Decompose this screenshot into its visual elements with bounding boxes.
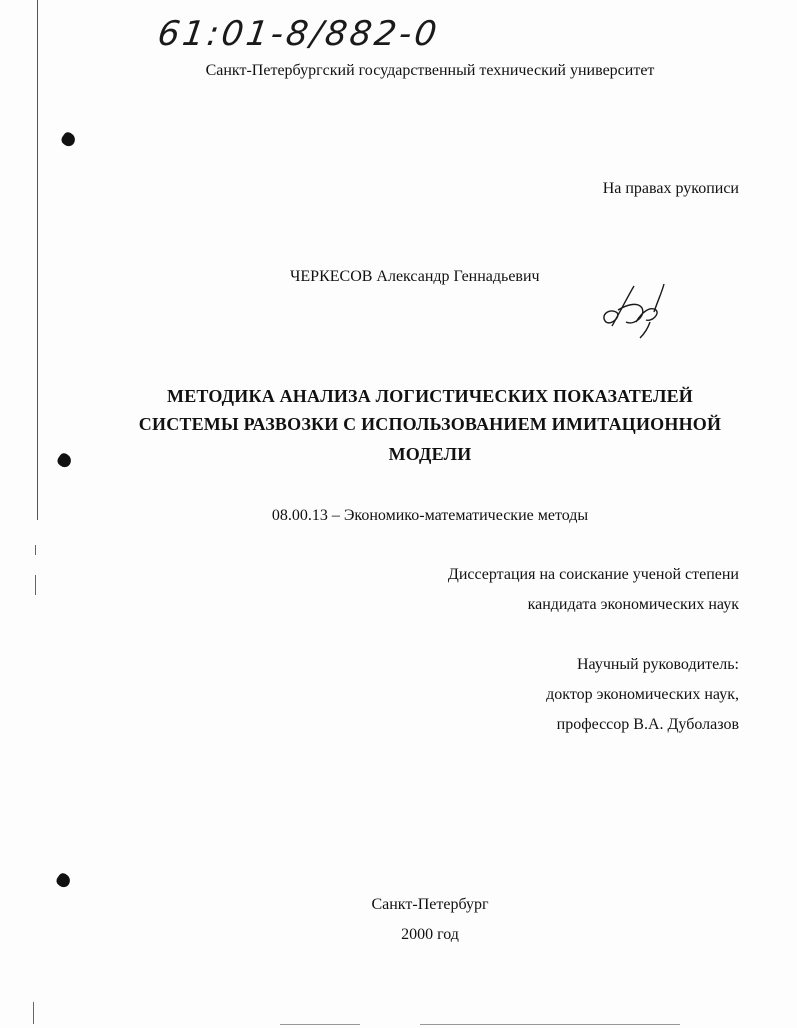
- supervisor-name: профессор В.А. Дуболазов: [556, 716, 739, 733]
- dissertation-title-line-1: МЕТОДИКА АНАЛИЗА ЛОГИСТИЧЕСКИХ ПОКАЗАТЕЛЕЙ: [167, 386, 693, 406]
- city: Санкт-Петербург: [371, 896, 489, 913]
- signature: [598, 282, 670, 340]
- supervisor-label: Научный руководитель:: [576, 656, 739, 673]
- scan-edge-line: [420, 1024, 680, 1025]
- dissertation-title-line-3: МОДЕЛИ: [388, 444, 472, 464]
- specialty-code: 08.00.13 – Экономико-математические методы: [271, 507, 589, 524]
- punch-hole-mark: [54, 871, 72, 889]
- manuscript-note: На правах рукописи: [602, 180, 739, 197]
- binding-mark: [35, 545, 36, 555]
- university-name: Санкт-Петербургский государственный технический университет: [205, 62, 655, 79]
- degree-line-1: Диссертация на соискание ученой степени: [447, 566, 739, 583]
- dissertation-title-line-2: СИСТЕМЫ РАЗВОЗКИ С ИСПОЛЬЗОВАНИЕМ ИМИТАЦИОННОЙ: [138, 414, 722, 434]
- archive-number: 61:01-8/882-0: [155, 14, 442, 54]
- supervisor-degree: доктор экономических наук,: [546, 686, 739, 703]
- degree-line-2: кандидата экономических наук: [527, 596, 739, 613]
- binding-mark: [33, 1002, 34, 1024]
- punch-hole-mark: [59, 130, 77, 148]
- author-name: ЧЕРКЕСОВ Александр Геннадьевич: [290, 268, 540, 285]
- year: 2000 год: [401, 926, 459, 943]
- scan-edge-line: [280, 1024, 360, 1025]
- binding-mark: [35, 575, 36, 595]
